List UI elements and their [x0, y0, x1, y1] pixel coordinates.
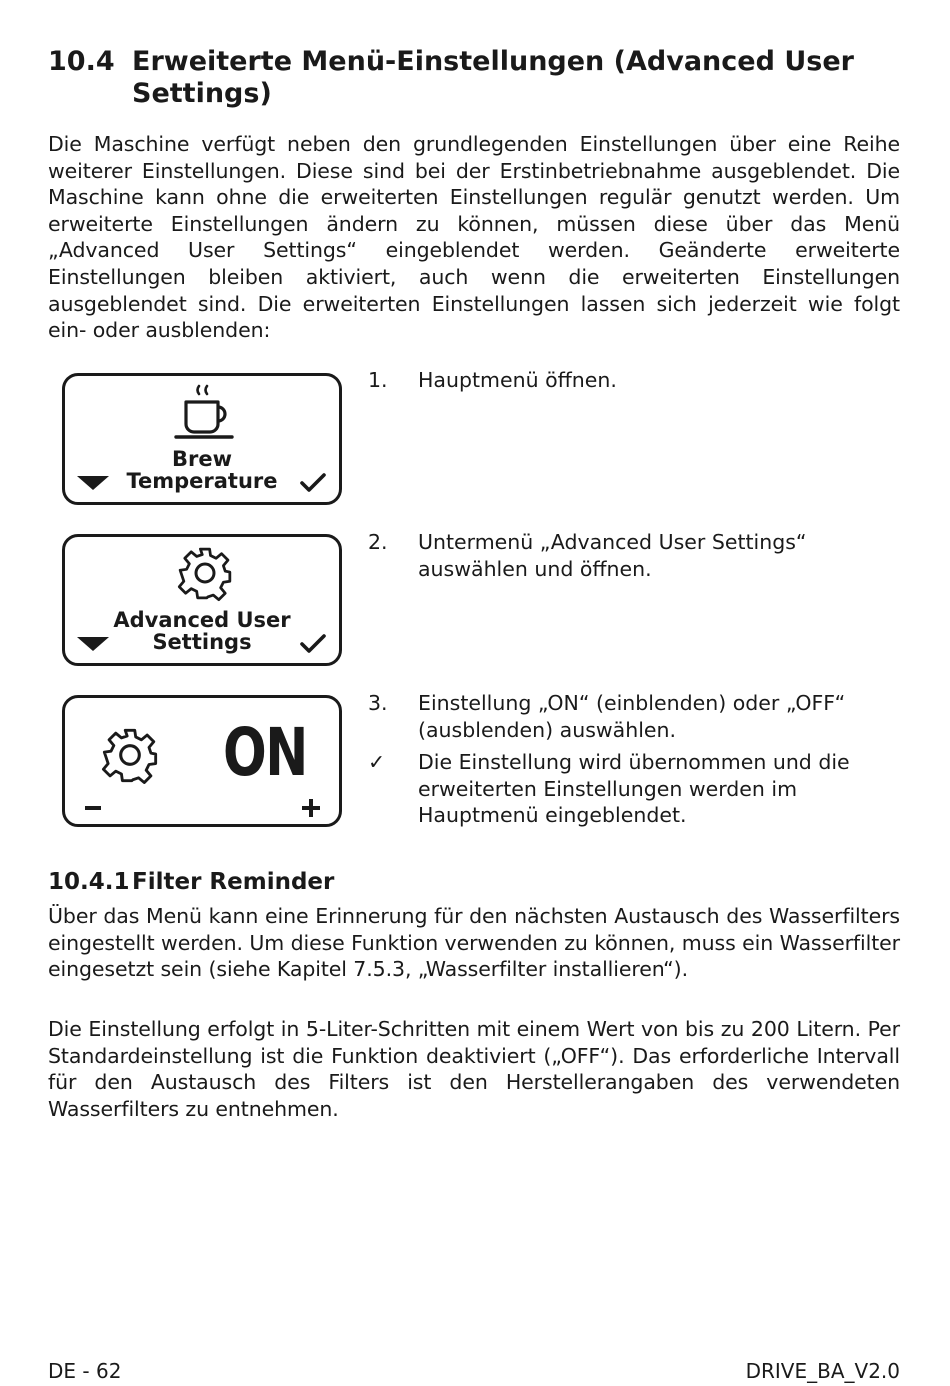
- coffee-cup-icon: [173, 382, 237, 444]
- step-1: 1. Hauptmenü öffnen.: [368, 368, 617, 392]
- screen-label: Advanced User Settings: [113, 608, 291, 654]
- document-id: DRIVE_BA_V2.0: [745, 1359, 900, 1383]
- section-number: 10.4: [48, 46, 115, 77]
- subsection-title: Filter Reminder: [132, 869, 335, 895]
- filter-paragraph-1: Über das Menü kann eine Erinnerung für den nächsten Austausch des Wasserfilters eingestellt werden. Um diese Funktion verwenden zu können, muss ein Wasserfilter eingesetzt sein (siehe Kapitel 7.5.3, „Wasserfilter installieren“).: [48, 904, 900, 982]
- display-brew-temperature: [62, 373, 342, 505]
- page-number: DE - 62: [48, 1359, 122, 1383]
- gear-icon: [175, 543, 235, 603]
- filter-paragraph-2: Die Einstellung erfolgt in 5-Liter-Schritten mit einem Wert von bis zu 200 Litern. Per Standardeinstellung ist die Funktion deaktiviert („OFF“). Das erforderliche Intervall für den Austausch des Filters ist den Herstellerangaben des verwendeten Wasserfilters zu entnehmen.: [48, 1017, 900, 1121]
- subsection-heading: [48, 868, 334, 896]
- step-result: ✓ Die Einstellung wird übernommen und die erweiterten Einstellungen werden im Hauptmenü eingeblendet.: [368, 750, 850, 828]
- minus-icon: [85, 806, 101, 810]
- intro-paragraph: Die Maschine verfügt neben den grundlegenden Einstellungen über eine Reihe weiterer Einstellungen. Diese sind bei der Erstinbetriebnahme ausgeblendet. Die Maschine kann ohne die erweiterten Einstellungen regulär genutzt werden. Um erweiterte Einstellungen ändern zu können, müssen diese über das Menü „Advanced User Settings“ eingeblendet werden. Geänderte erweiterte Einstellungen bleiben aktiviert, auch wenn die erweiterten Einstellungen ausgeblendet sind. Die erweiterten Einstellungen lassen sich jederzeit wie folgt ein- oder ausblenden:: [48, 132, 900, 343]
- checkmark-icon: ✓: [368, 750, 386, 774]
- checkmark-icon: [299, 633, 327, 655]
- screen-label: Brew Temperature: [126, 447, 278, 493]
- gear-icon: [99, 724, 161, 786]
- subsection-number: 10.4.1: [48, 869, 130, 895]
- section-heading: [48, 46, 908, 110]
- arrow-down-icon: [77, 476, 109, 492]
- arrow-down-icon: [77, 637, 109, 653]
- checkmark-icon: [299, 472, 327, 494]
- display-on-setting: [62, 695, 342, 827]
- section-title: Erweiterte Menü-Einstellungen (Advanced User Settings): [132, 46, 854, 109]
- step-2: 2. Untermenü „Advanced User Settings“ auswählen und öffnen.: [368, 530, 807, 581]
- display-advanced-user-settings: [62, 534, 342, 666]
- setting-value: ON: [223, 714, 307, 791]
- step-3: 3. Einstellung „ON“ (einblenden) oder „OFF“ (ausblenden) auswählen.: [368, 691, 846, 742]
